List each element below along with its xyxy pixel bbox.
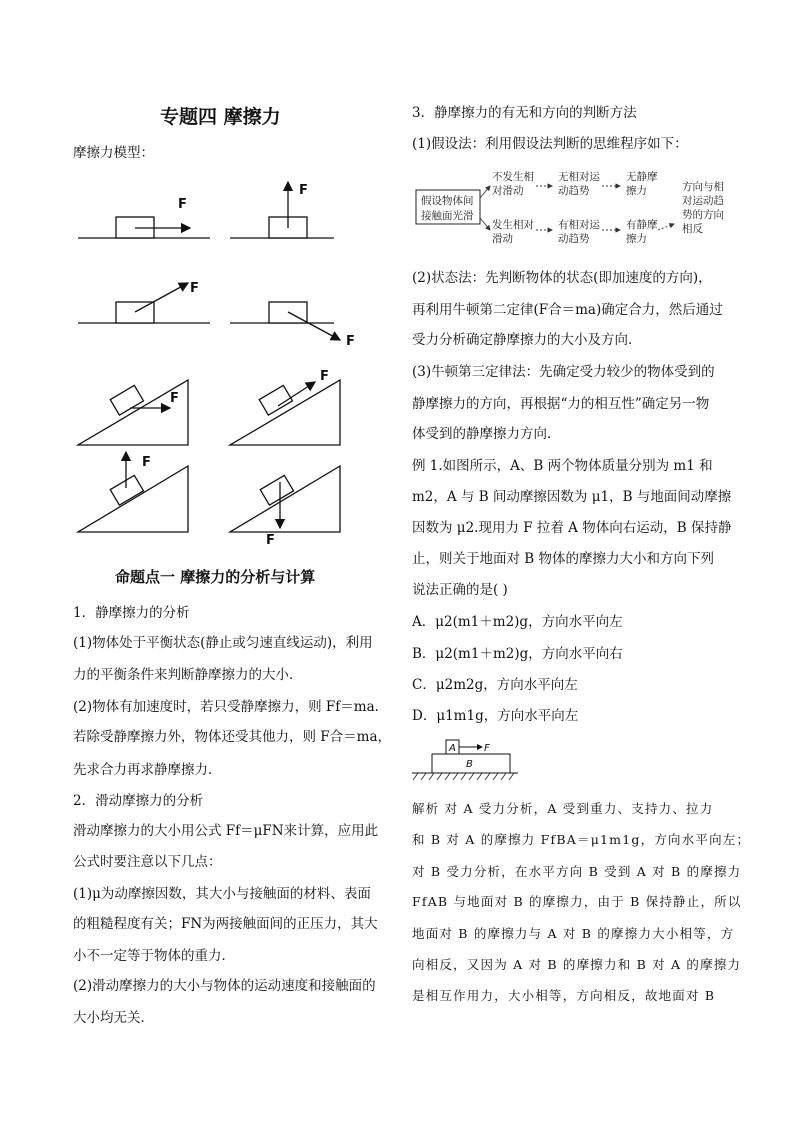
flow-bottom-end: 有静摩 [626, 219, 658, 231]
force-label: F [320, 369, 329, 384]
text-line: (3)牛顿第三定律法：先确定受力较少的物体受到的 [412, 364, 715, 380]
force-label: F [142, 455, 151, 470]
text-line: 向相反，又因为 A 对 B 的摩擦力和 B 对 A 的摩擦力 [412, 957, 742, 972]
text-line: 静摩擦力的方向，再根据“力的相互性”确定另一物 [412, 396, 710, 412]
text-line: 的粗糙程度有关；FN为两接触面间的正压力，其大 [73, 916, 378, 932]
flow-bottom-middle: 有相对运 [558, 219, 600, 231]
text-line: 再利用牛顿第二定律(F合＝ma)确定合力，然后通过 [412, 302, 723, 318]
text-line: (2)滑动摩擦力的大小与物体的运动速度和接触面的 [73, 978, 376, 994]
model-label: 摩擦力模型： [73, 145, 154, 161]
flow-result: 对运动趋 [682, 195, 724, 207]
text-line: m2，A 与 B 间动摩擦因数为 μ1，B 与地面间动摩擦 [412, 489, 732, 505]
page-title: 专题四 摩擦力 [160, 106, 281, 128]
text-line: 例 1.如图所示，A、B 两个物体质量分别为 m1 和 [412, 458, 713, 474]
force-label: F [346, 334, 355, 349]
diagram-vertical-force [230, 182, 334, 238]
text-line: 公式时要注意以下几点： [73, 854, 222, 870]
diagram-horizontal-force [78, 217, 210, 238]
diagram-incline-vertical-up-force [78, 452, 188, 532]
text-line: 因数为 μ2.现用力 F 拉着 A 物体向右运动，B 保持静 [412, 520, 732, 536]
friction-model-diagrams [70, 170, 370, 550]
flow-start-text: 假设物体间 [421, 195, 474, 207]
flow-top-end: 无静摩 [626, 171, 658, 183]
flow-result: 相反 [682, 223, 703, 235]
diagram-incline-oblique-force [230, 380, 340, 445]
flow-top-condition: 不发生相 [492, 171, 534, 183]
example-figure [410, 736, 520, 786]
text-line: 3．静摩擦力的有无和方向的判断方法 [412, 105, 637, 121]
text-line: 受力分析确定静摩擦力的大小及方向． [412, 332, 642, 348]
flow-bottom-end: 擦力 [626, 233, 647, 245]
text-line: 解析 对 A 受力分析，A 受到重力、支持力、拉力 [412, 801, 714, 816]
text-line: 地面对 B 的摩擦力与 A 对 B 的摩擦力大小相等，方 [412, 926, 735, 941]
text-line: (1)假设法：利用假设法判断的思维程序如下： [412, 136, 688, 152]
flow-result: 势的方向 [682, 209, 724, 221]
text-line: FfAB 与地面对 B 的摩擦力，由于 B 保持静止，所以 [412, 894, 742, 909]
flow-top-middle: 动趋势 [558, 185, 590, 197]
text-line: (1)物体处于平衡状态(静止或匀速直线运动)，利用 [73, 635, 373, 651]
text-line: (2)物体有加速度时，若只受静摩擦力，则 Ff＝ma. [73, 699, 379, 715]
text-line: 若除受静摩擦力外，物体还受其他力，则 F合＝ma， [73, 729, 392, 745]
force-label: F [170, 391, 179, 406]
force-label: F [178, 197, 187, 212]
text-line: 是相互作用力，大小相等，方向相反，故地面对 B [412, 988, 716, 1003]
force-f-label: F [484, 743, 490, 754]
flow-top-end: 擦力 [626, 185, 647, 197]
hypothesis-flowchart [412, 168, 772, 250]
force-label: F [299, 183, 308, 198]
text-line: 小不一定等于物体的重力． [73, 948, 235, 964]
text-line: A．μ2(m1＋m2)g，方向水平向左 [412, 614, 623, 630]
diagram-incline-vertical-down-force [230, 466, 340, 532]
force-label: F [190, 281, 199, 296]
flow-result: 方向与相 [682, 181, 724, 193]
text-line: D．μ1m1g，方向水平向左 [412, 708, 579, 724]
diagram-oblique-down-force [230, 302, 340, 340]
block-a-label: A [449, 743, 456, 754]
text-line: 止，则关于地面对 B 物体的摩擦力大小和方向下列 [412, 551, 715, 567]
text-line: (1)μ为动摩擦因数，其大小与接触面的材料、表面 [73, 886, 371, 902]
text-line: 滑动摩擦力的大小用公式 Ff＝μFN来计算，应用此 [73, 823, 379, 839]
text-line: 1．静摩擦力的分析 [73, 605, 190, 621]
text-line: 大小均无关． [73, 1010, 154, 1026]
text-line: (2)状态法：先判断物体的状态(即加速度的方向)， [412, 270, 712, 286]
text-line: C．μ2m2g，方向水平向左 [412, 677, 578, 693]
text-line: 和 B 对 A 的摩擦力 FfBA＝μ1m1g，方向水平向左； [412, 832, 751, 847]
flow-bottom-condition: 滑动 [492, 233, 513, 245]
text-line: 力的平衡条件来判断静摩擦力的大小． [73, 667, 303, 683]
block-b-label: B [466, 759, 473, 770]
flow-bottom-condition: 发生相对 [492, 219, 534, 231]
force-label: F [266, 533, 275, 548]
flow-top-condition: 对滑动 [492, 185, 524, 197]
flow-bottom-middle: 动趋势 [558, 233, 590, 245]
text-line: 说法正确的是( ) [412, 582, 508, 598]
text-line: 2．滑动摩擦力的分析 [73, 793, 204, 809]
section-heading: 命题点一 摩擦力的分析与计算 [115, 568, 316, 586]
diagram-incline-horizontal-force [78, 380, 188, 445]
text-line: 先求合力再求静摩擦力． [73, 762, 222, 778]
flow-top-middle: 无相对运 [558, 171, 600, 183]
text-line: 体受到的静摩擦力方向． [412, 426, 561, 442]
text-line: 对 B 受力分析，在水平方向 B 受到 A 对 B 的摩擦力 [412, 864, 742, 879]
flow-start-text: 接触面光滑 [421, 210, 474, 222]
text-line: B．μ2(m1＋m2)g，方向水平向右 [412, 646, 623, 662]
